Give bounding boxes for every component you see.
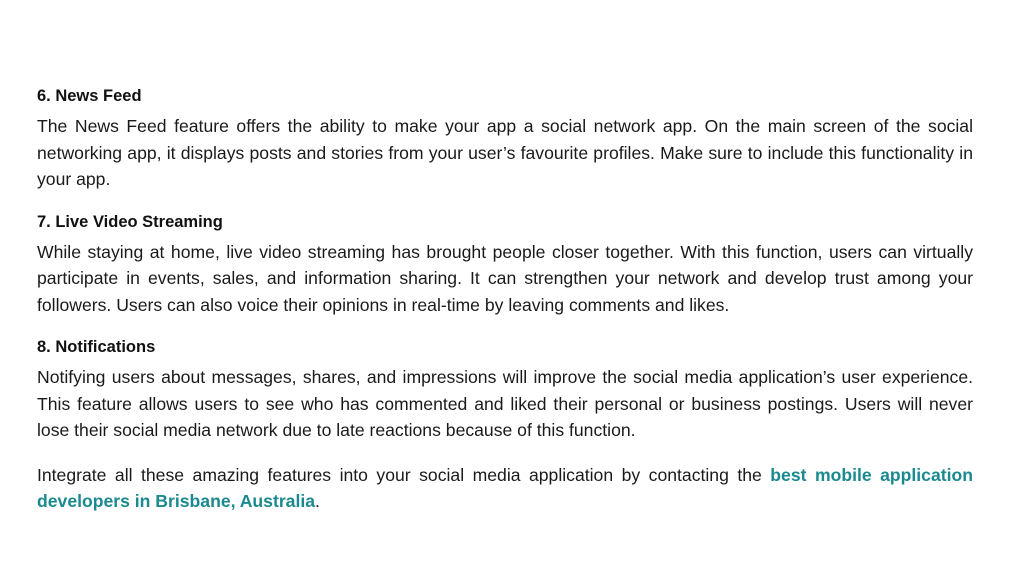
closing-text: Integrate all these amazing features into your social media application by contacting the <box>37 464 771 485</box>
section-heading: 8. Notifications <box>37 338 156 356</box>
developers-link[interactable]: best mobile application developers in Brisbane, Australia <box>37 464 973 511</box>
section-body: While staying at home, live video streaming has brought people closer together. With this function, users can virtually participate in events, sales, and information sharing. It can strengthen your network and develop trust among your followers. Users can also voice their opinions in real-time by leaving comments and likes. <box>37 241 973 315</box>
section-notifications <box>37 336 973 444</box>
section-body: Notifying users about messages, shares, and impressions will improve the social media application’s user experience. This feature allows users to see who has commented and liked their personal or business postings. Users will never lose their social media network due to late reactions because of this function. <box>37 367 973 440</box>
section-body: The News Feed feature offers the ability to make your app a social network app. On the main screen of the social networking app, it displays posts and stories from your user’s favourite profiles. Make sure to include this functionality in your app. <box>37 116 973 189</box>
section-news-feed <box>37 85 973 193</box>
closing-period: . <box>315 491 320 511</box>
section-heading: 7. Live Video Streaming <box>37 212 223 231</box>
section-live-video-streaming <box>37 211 973 319</box>
section-heading: 6. News Feed <box>37 87 142 105</box>
closing-paragraph <box>37 462 973 515</box>
